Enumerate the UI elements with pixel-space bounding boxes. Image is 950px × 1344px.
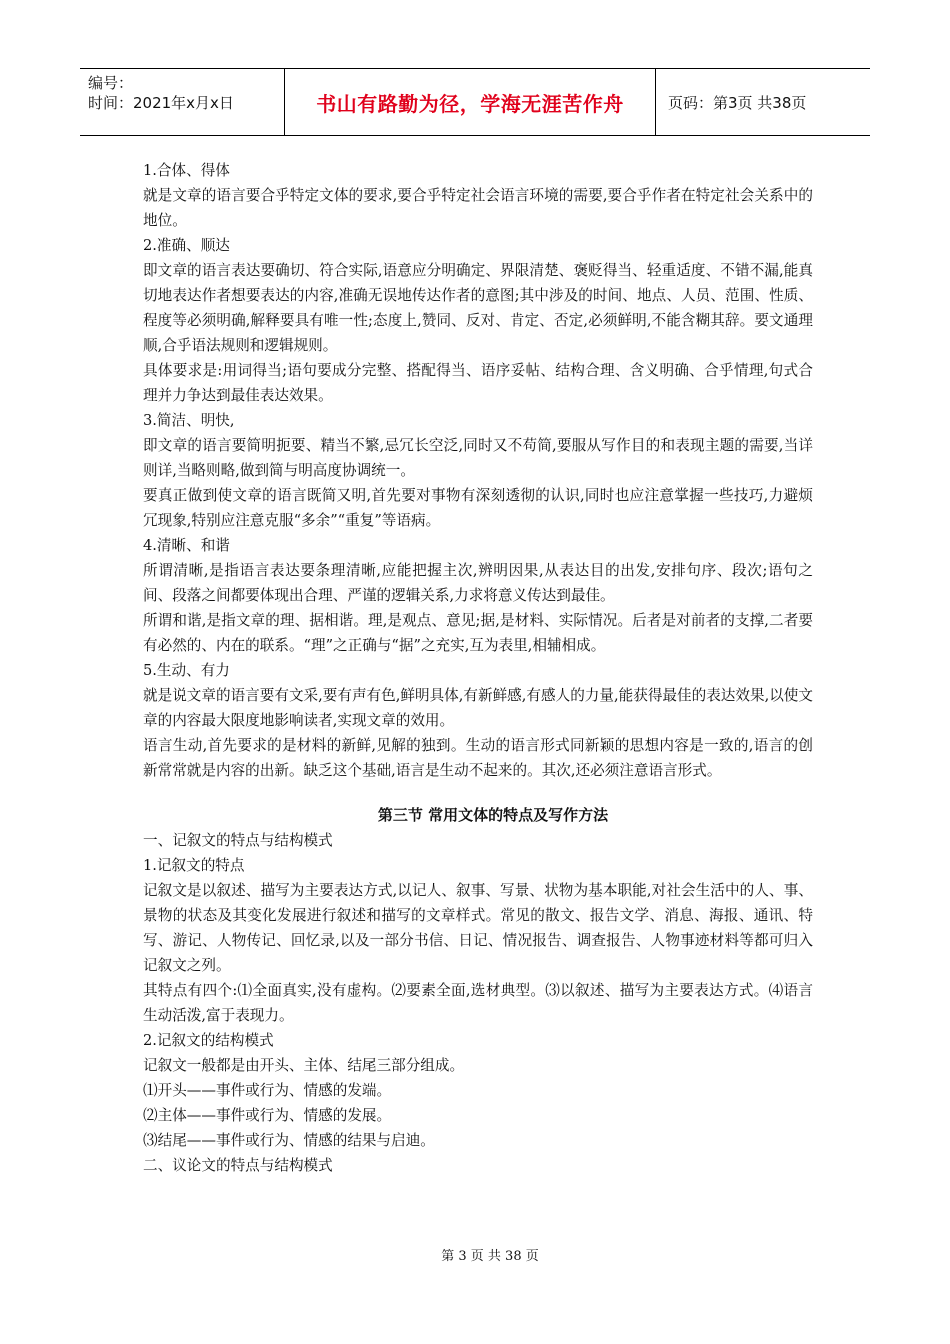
heading: 2.记叙文的结构模式 [143, 1032, 274, 1049]
document-body [143, 158, 813, 1178]
spacer [143, 783, 813, 803]
list-item: ⑴开头——事件或行为、情感的发端。 [143, 1082, 392, 1099]
heading-5: 5.生动、有力 [143, 662, 230, 679]
heading: 1.记叙文的特点 [143, 857, 245, 874]
document-date: 时间：2021年x月x日 [88, 94, 234, 112]
heading-3: 3.简洁、明快, [143, 412, 235, 429]
paragraph: 记叙文一般都是由开头、主体、结尾三部分组成。 [143, 1057, 465, 1074]
subsection-heading: 二、议论文的特点与结构模式 [143, 1157, 333, 1174]
paragraph: 语言生动,首先要求的是材料的新鲜,见解的独到。生动的语言形式同新颖的思想内容是一致的,语言的创新常常就是内容的出新。缺乏这个基础,语言是生动不起来的。其次,还必须注意语言形式。 [143, 737, 813, 779]
heading-1: 1.合体、得体 [143, 162, 230, 179]
paragraph: 就是文章的语言要合乎特定文体的要求,要合乎特定社会语言环境的需要,要合乎作者在特定社会关系中的地位。 [143, 187, 813, 229]
list-item: ⑵主体——事件或行为、情感的发展。 [143, 1107, 392, 1124]
heading-4: 4.清晰、和谐 [143, 537, 230, 554]
paragraph: 所谓清晰,是指语言表达要条理清晰,应能把握主次,辨明因果,从表达目的出发,安排句序、段次;语句之间、段落之间都要体现出合理、严谨的逻辑关系,力求将意义传达到最佳。 [143, 562, 813, 604]
paragraph: 要真正做到使文章的语言既简又明,首先要对事物有深刻透彻的认识,同时也应注意掌握一些技巧,力避烦冗现象,特别应注意克服“多余”“重复”等语病。 [143, 487, 813, 529]
section-title: 第三节 常用文体的特点及写作方法 [377, 806, 609, 824]
paragraph: 即文章的语言要简明扼要、精当不繁,忌冗长空泛,同时又不苟简,要服从写作目的和表现主题的需要,当详则详,当略则略,做到简与明高度协调统一。 [143, 437, 813, 479]
paragraph: 所谓和谐,是指文章的理、据相谐。理,是观点、意见;据,是材料、实际情况。后者是对前者的支撑,二者要有必然的、内在的联系。“理”之正确与“据”之充实,互为表里,相辅相成。 [143, 612, 813, 654]
document-number: 编号： [88, 74, 134, 92]
list-item: ⑶结尾——事件或行为、情感的结果与启迪。 [143, 1132, 435, 1149]
paragraph: 具体要求是:用词得当;语句要成分完整、搭配得当、语序妥帖、结构合理、含义明确、合乎情理,句式合理并力争达到最佳表达效果。 [143, 362, 813, 404]
heading-2: 2.准确、顺达 [143, 237, 230, 254]
header-motto-cell [284, 69, 656, 135]
page-header [80, 68, 870, 136]
subsection-heading: 一、记叙文的特点与结构模式 [143, 832, 333, 849]
header-page-info: 页码：第3页 共38页 [668, 93, 807, 112]
page-footer: 第 3 页 共 38 页 [441, 1249, 539, 1264]
paragraph: 记叙文是以叙述、描写为主要表达方式,以记人、叙事、写景、状物为基本职能,对社会生活中的人、事、景物的状态及其变化发展进行叙述和描写的文章样式。常见的散文、报告文学、消息、海报、通讯、特写、游记、人物传记、回忆录,以及一部分书信、日记、情况报告、调查报告、人物事迹材料等都可归入记叙文之列。 [143, 882, 813, 974]
header-motto: 书山有路勤为径，学海无涯苦作舟 [316, 91, 624, 116]
header-meta [80, 69, 284, 135]
paragraph: 其特点有四个:⑴全面真实,没有虚构。⑵要素全面,选材典型。⑶以叙述、描写为主要表达方式。⑷语言生动活泼,富于表现力。 [143, 982, 813, 1024]
paragraph: 就是说文章的语言要有文采,要有声有色,鲜明具体,有新鲜感,有感人的力量,能获得最佳的表达效果,以使文章的内容最大限度地影响读者,实现文章的效用。 [143, 687, 813, 729]
paragraph: 即文章的语言表达要确切、符合实际,语意应分明确定、界限清楚、褒贬得当、轻重适度、不错不漏,能真切地表达作者想要表达的内容,准确无误地传达作者的意图;其中涉及的时间、地点、人员、范围、性质、程度等必须明确,解释要具有唯一性;态度上,赞同、反对、肯定、否定,必须鲜明,不能含糊其辞。要文通理顺,合乎语法规则和逻辑规则。 [143, 262, 813, 354]
